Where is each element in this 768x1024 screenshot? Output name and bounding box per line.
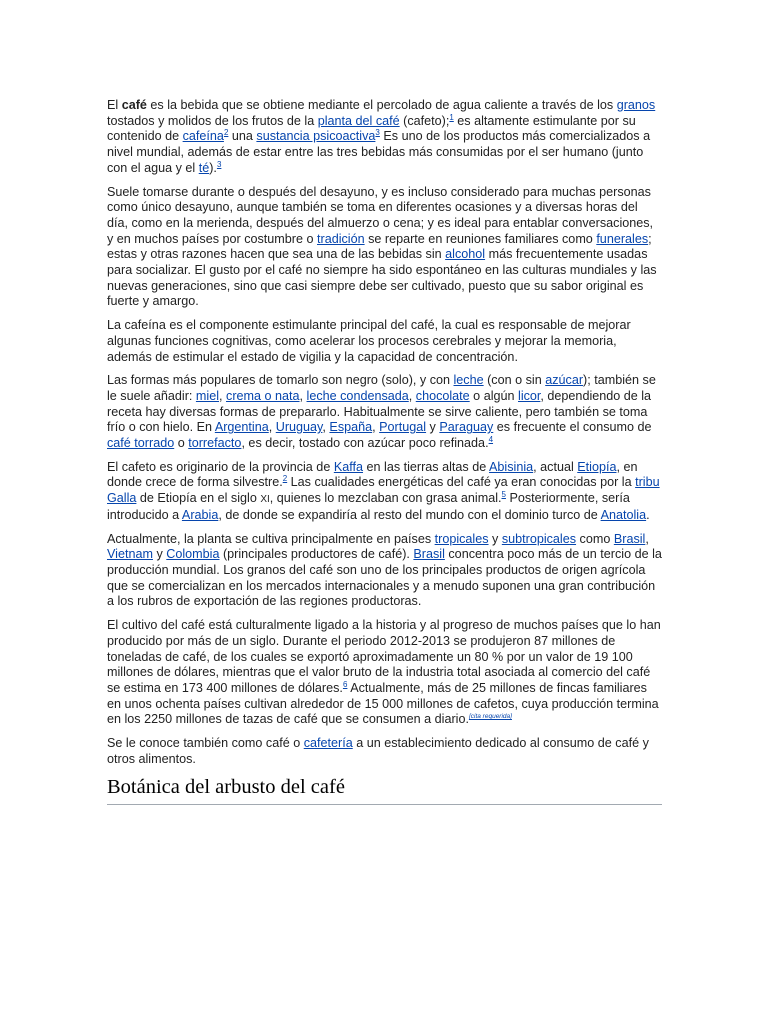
text: es la bebida que se obtiene mediante el percolado de agua caliente a través de los — [146, 98, 617, 112]
link-vietnam[interactable]: Vietnam — [107, 547, 153, 562]
citation-needed-link[interactable]: [cita requerida] — [468, 713, 512, 721]
link-torrefacto[interactable]: torrefacto — [188, 436, 242, 451]
link-uruguay[interactable]: Uruguay — [275, 420, 323, 435]
link-anatolia[interactable]: Anatolia — [600, 507, 647, 522]
link-kaffa[interactable]: Kaffa — [333, 459, 364, 474]
text: Las cualidades energéticas del café ya eran conocidas por la — [287, 475, 636, 490]
text: Actualmente, la planta se cultiva principalmente en países — [107, 531, 435, 546]
text: , — [219, 388, 227, 403]
text: Es uno de los productos más comercializados a nivel mundial, además de estar entre las tres bebidas más consumidas por el ser humano (junto con el agua y el — [107, 129, 651, 175]
text: ). — [209, 160, 217, 175]
paragraph-consumo — [107, 185, 662, 311]
text: o — [174, 436, 189, 451]
link-planta-del-cafe[interactable]: planta del café — [317, 113, 400, 128]
paragraph-cafeina — [107, 318, 662, 365]
text: , — [645, 531, 649, 546]
reference-link[interactable]: 6 — [342, 679, 348, 689]
text: en las tierras altas de — [363, 459, 490, 474]
text: más frecuentemente usadas para socializar. El gusto por el café no siempre ha sido espontáneo en las culturas mundiales y las nuevas generaciones, sino que casi siempre debe ser cultivado, puesto que su sabor original es fuerte y amargo. — [107, 247, 657, 309]
link-espana[interactable]: España — [329, 420, 373, 435]
link-granos[interactable]: granos — [616, 98, 656, 112]
text: , de donde se expandiría al resto del mundo con el dominio turco de — [218, 507, 601, 522]
text: El cultivo del café está culturalmente ligado a la historia y al progreso de muchos países que lo han producido por más de un siglo. Durante el periodo 2012-2013 se produjeron 87 millones de toneladas de café, de los cuales se exportó aproximadamente un 80 % por un valor de 19 100 millones de dólares, mientras que el valor bruto de la industria total asociada al comercio del café se estima en 173 400 millones de dólares. — [107, 618, 661, 695]
text: El cafeto es originario de la provincia de — [107, 459, 334, 474]
reference-link[interactable]: 3 — [375, 128, 380, 138]
link-abisinia[interactable]: Abisinia — [489, 459, 534, 474]
link-tradicion[interactable]: tradición — [317, 231, 365, 246]
link-azucar[interactable]: azúcar — [545, 373, 584, 388]
paragraph-cultivo — [107, 532, 662, 611]
link-crema-o-nata[interactable]: crema o nata — [226, 388, 300, 403]
link-arabia[interactable]: Arabia — [181, 507, 219, 522]
link-colombia[interactable]: Colombia — [166, 547, 220, 562]
text: es frecuente el consumo de — [493, 420, 652, 435]
reference-link[interactable]: 1 — [449, 112, 454, 122]
text: , — [268, 420, 276, 435]
link-licor[interactable]: licor — [518, 388, 541, 403]
text: y — [426, 420, 440, 435]
text: , — [408, 388, 416, 403]
text: . — [646, 507, 650, 522]
link-tropicales[interactable]: tropicales — [434, 531, 489, 546]
link-paraguay[interactable]: Paraguay — [439, 420, 494, 435]
paragraph-origen — [107, 460, 662, 524]
link-subtropicales[interactable]: subtropicales — [501, 531, 577, 546]
text: ); también se le suele añadir: — [107, 373, 656, 403]
text: , dependiendo de la receta hay diversas formas de prepararlo. Habitualmente se sirve caliente, pero también se toma frío o con hielo. En — [107, 388, 652, 435]
text: , — [322, 420, 330, 435]
reference-link[interactable]: 2 — [223, 128, 229, 138]
text: , — [372, 420, 380, 435]
link-funerales[interactable]: funerales — [596, 231, 649, 246]
text: (principales productores de café). — [219, 547, 414, 562]
text: se reparte en reuniones familiares como — [364, 231, 597, 246]
text: Se le conoce también como café o — [107, 736, 304, 751]
paragraph-intro — [107, 98, 662, 177]
bold-term: café — [121, 98, 147, 112]
link-cafeteria[interactable]: cafetería — [303, 736, 353, 751]
link-tribu-galla[interactable]: tribu Galla — [107, 475, 660, 506]
text: es altamente estimulante por su contenido de — [107, 113, 636, 144]
text: (cafeto); — [399, 113, 450, 128]
link-chocolate[interactable]: chocolate — [415, 388, 470, 403]
paragraph-cafeteria — [107, 736, 662, 767]
text: , — [299, 388, 307, 403]
text: , actual — [533, 459, 578, 474]
reference-link[interactable]: 3 — [216, 159, 222, 169]
link-portugal[interactable]: Portugal — [379, 420, 427, 435]
link-leche-condensada[interactable]: leche condensada — [306, 388, 409, 403]
text: tostados y molidos de los frutos de la — [107, 113, 318, 128]
text: concentra poco más de un tercio de la producción mundial. Los granos del café son uno de los principales productos de origen agrícola que se comercializan en los mercados internacionales y a menudo suponen una gran contribución a los rubros de exportación de las regiones productoras. — [107, 547, 662, 609]
link-sustancia-psicoactiva[interactable]: sustancia psicoactiva — [256, 129, 376, 144]
text: y — [152, 547, 167, 562]
text: (con o sin — [483, 373, 546, 388]
text: , en donde crece de forma silvestre. — [107, 459, 638, 490]
text: a un establecimiento dedicado al consumo de café y otros alimentos. — [107, 736, 649, 766]
text: ; estas y otras razones hacen que sea una de las bebidas sin — [107, 231, 652, 262]
link-brasil[interactable]: Brasil — [413, 547, 445, 562]
text: Actualmente, más de 25 millones de fincas familiares en unos ochenta países cultivan alrededor de 15 000 millones de cafetos, cuya producción termina en los 2250 millones de tazas de café que se consumen a diario. — [107, 680, 659, 727]
text: Las formas más populares de tomarlo son negro (solo), y con — [107, 373, 454, 388]
link-miel[interactable]: miel — [195, 388, 220, 403]
link-leche[interactable]: leche — [453, 373, 484, 388]
text: o algún — [469, 388, 519, 403]
link-cafe-torrado[interactable]: café torrado — [107, 436, 175, 451]
text: La cafeína es el componente estimulante principal del café, la cual es responsable de mejorar algunas funciones cognitivas, como acelerar los procesos cerebrales y mejorar la memoria, además de estimular el estado de vigilia y la capacidad de concentración. — [107, 318, 631, 364]
link-alcohol[interactable]: alcohol — [445, 247, 486, 262]
link-etiopia[interactable]: Etiopía — [577, 459, 617, 474]
reference-link[interactable]: 2 — [282, 474, 288, 484]
paragraph-economia — [107, 618, 662, 728]
century-numeral: XI — [260, 494, 270, 506]
paragraph-formas — [107, 373, 662, 452]
reference-link[interactable]: 4 — [488, 434, 494, 444]
reference-link[interactable]: 5 — [501, 489, 506, 499]
link-brasil[interactable]: Brasil — [613, 531, 646, 546]
section-heading: Botánica del arbusto del café — [107, 775, 662, 805]
link-te[interactable]: té — [198, 160, 210, 175]
text: y — [488, 531, 502, 546]
text: , es decir, tostado con azúcar poco refinada. — [241, 436, 489, 451]
text: como — [576, 531, 614, 546]
text: , quienes lo mezclaban con grasa animal. — [269, 491, 502, 506]
text: Suele tomarse durante o después del desayuno, y es incluso considerado para muchas personas como único desayuno, aunque también se toma en diferentes ocasiones y a diversas horas del día, como en la merienda, después del almuerzo o cena; y es ideal para entablar conversaciones, y en muchos países por costumbre o — [107, 184, 654, 246]
text: de Etiopía en el siglo — [136, 491, 261, 506]
link-argentina[interactable]: Argentina — [214, 420, 269, 435]
link-cafeina[interactable]: cafeína — [182, 129, 224, 144]
text: El — [107, 98, 122, 112]
text: Posteriormente, sería introducido a — [107, 491, 630, 522]
article-body — [107, 98, 662, 805]
text: una — [228, 129, 257, 144]
